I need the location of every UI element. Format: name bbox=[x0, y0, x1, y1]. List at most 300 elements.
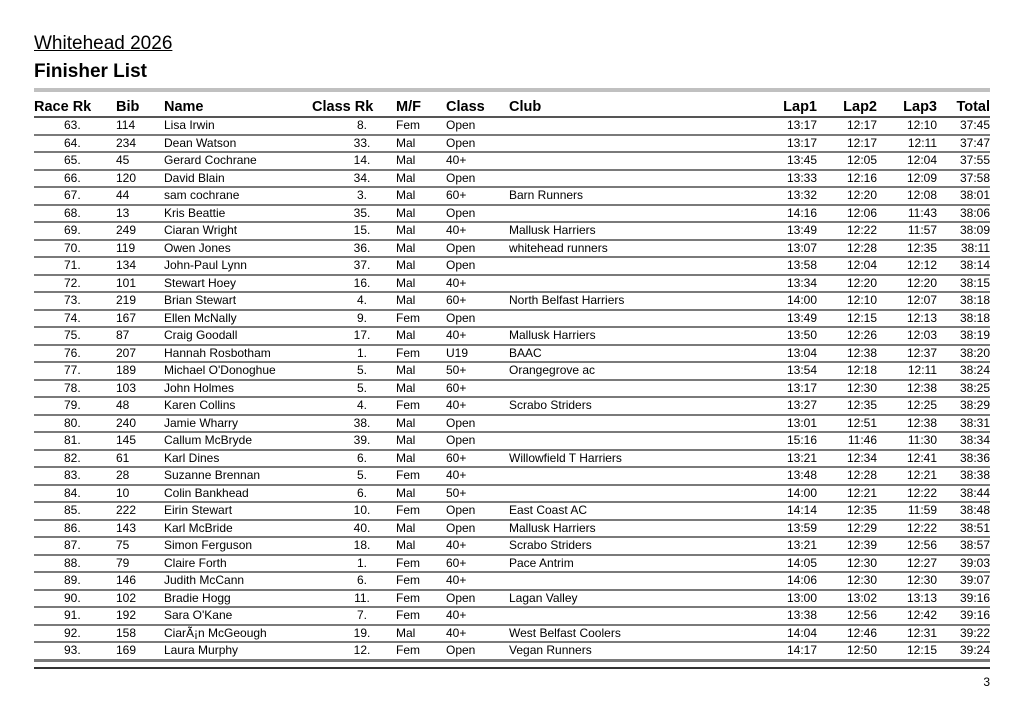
cell-race-rank: 78. bbox=[34, 380, 116, 398]
cell-lap3: 12:31 bbox=[877, 625, 937, 643]
table-row bbox=[34, 502, 990, 520]
cell-class: 60+ bbox=[446, 292, 509, 310]
cell-lap2: 12:28 bbox=[817, 467, 877, 485]
cell-mf: Mal bbox=[396, 240, 446, 258]
cell-race-rank: 68. bbox=[34, 205, 116, 223]
cell-total: 38:34 bbox=[937, 432, 990, 450]
list-title: Finisher List bbox=[34, 61, 147, 82]
cell-race-rank: 92. bbox=[34, 625, 116, 643]
cell-total: 39:16 bbox=[937, 607, 990, 625]
cell-lap2: 12:51 bbox=[817, 415, 877, 433]
table-row bbox=[34, 415, 990, 433]
table-row bbox=[34, 590, 990, 608]
cell-club bbox=[509, 607, 757, 625]
cell-class-rank: 37. bbox=[306, 257, 396, 275]
cell-mf: Mal bbox=[396, 152, 446, 170]
cell-bib: 120 bbox=[116, 170, 164, 188]
cell-lap2: 12:30 bbox=[817, 572, 877, 590]
cell-class-rank: 3. bbox=[306, 187, 396, 205]
cell-lap3: 12:09 bbox=[877, 170, 937, 188]
table-row bbox=[34, 345, 990, 363]
cell-mf: Fem bbox=[396, 502, 446, 520]
cell-club: Barn Runners bbox=[509, 187, 757, 205]
cell-lap2: 12:20 bbox=[817, 187, 877, 205]
cell-lap1: 14:06 bbox=[757, 572, 817, 590]
cell-class: Open bbox=[446, 257, 509, 275]
cell-lap2: 12:22 bbox=[817, 222, 877, 240]
cell-race-rank: 88. bbox=[34, 555, 116, 573]
cell-bib: 75 bbox=[116, 537, 164, 555]
cell-lap2: 13:02 bbox=[817, 590, 877, 608]
cell-class: Open bbox=[446, 117, 509, 135]
cell-race-rank: 75. bbox=[34, 327, 116, 345]
cell-total: 39:24 bbox=[937, 642, 990, 660]
cell-class-rank: 1. bbox=[306, 345, 396, 363]
cell-lap1: 13:50 bbox=[757, 327, 817, 345]
cell-lap1: 13:17 bbox=[757, 380, 817, 398]
cell-lap3: 11:57 bbox=[877, 222, 937, 240]
cell-club: Lagan Valley bbox=[509, 590, 757, 608]
cell-name: Gerard Cochrane bbox=[164, 152, 306, 170]
cell-bib: 87 bbox=[116, 327, 164, 345]
cell-bib: 219 bbox=[116, 292, 164, 310]
cell-lap2: 11:46 bbox=[817, 432, 877, 450]
cell-lap1: 13:45 bbox=[757, 152, 817, 170]
cell-class-rank: 14. bbox=[306, 152, 396, 170]
cell-name: Sara O'Kane bbox=[164, 607, 306, 625]
cell-total: 38:25 bbox=[937, 380, 990, 398]
cell-race-rank: 72. bbox=[34, 275, 116, 293]
cell-lap2: 12:39 bbox=[817, 537, 877, 555]
cell-club: West Belfast Coolers bbox=[509, 625, 757, 643]
cell-lap2: 12:04 bbox=[817, 257, 877, 275]
cell-lap1: 14:17 bbox=[757, 642, 817, 660]
cell-class-rank: 15. bbox=[306, 222, 396, 240]
cell-lap1: 13:33 bbox=[757, 170, 817, 188]
cell-club bbox=[509, 432, 757, 450]
cell-lap1: 14:05 bbox=[757, 555, 817, 573]
cell-total: 38:29 bbox=[937, 397, 990, 415]
cell-class: Open bbox=[446, 205, 509, 223]
cell-mf: Fem bbox=[396, 117, 446, 135]
cell-name: Karl McBride bbox=[164, 520, 306, 538]
cell-club bbox=[509, 415, 757, 433]
cell-lap2: 12:30 bbox=[817, 380, 877, 398]
cell-class-rank: 5. bbox=[306, 380, 396, 398]
cell-class: 40+ bbox=[446, 152, 509, 170]
cell-class: Open bbox=[446, 432, 509, 450]
cell-mf: Mal bbox=[396, 292, 446, 310]
cell-total: 38:44 bbox=[937, 485, 990, 503]
cell-class: Open bbox=[446, 642, 509, 660]
cell-club: whitehead runners bbox=[509, 240, 757, 258]
cell-club: BAAC bbox=[509, 345, 757, 363]
cell-total: 38:06 bbox=[937, 205, 990, 223]
cell-class-rank: 5. bbox=[306, 362, 396, 380]
cell-lap3: 12:08 bbox=[877, 187, 937, 205]
cell-race-rank: 63. bbox=[34, 117, 116, 135]
cell-lap3: 12:22 bbox=[877, 520, 937, 538]
cell-lap3: 12:11 bbox=[877, 362, 937, 380]
cell-lap1: 14:00 bbox=[757, 485, 817, 503]
cell-lap1: 14:16 bbox=[757, 205, 817, 223]
table-row bbox=[34, 275, 990, 293]
cell-name: Karen Collins bbox=[164, 397, 306, 415]
cell-lap2: 12:06 bbox=[817, 205, 877, 223]
cell-class: Open bbox=[446, 240, 509, 258]
table-row bbox=[34, 432, 990, 450]
cell-class-rank: 19. bbox=[306, 625, 396, 643]
cell-total: 37:58 bbox=[937, 170, 990, 188]
cell-lap1: 13:01 bbox=[757, 415, 817, 433]
table-row bbox=[34, 520, 990, 538]
cell-name: Michael O'Donoghue bbox=[164, 362, 306, 380]
cell-class-rank: 38. bbox=[306, 415, 396, 433]
cell-race-rank: 89. bbox=[34, 572, 116, 590]
cell-lap3: 12:56 bbox=[877, 537, 937, 555]
cell-lap2: 12:35 bbox=[817, 502, 877, 520]
cell-lap1: 13:49 bbox=[757, 222, 817, 240]
cell-club bbox=[509, 275, 757, 293]
cell-bib: 192 bbox=[116, 607, 164, 625]
cell-mf: Mal bbox=[396, 380, 446, 398]
table-row bbox=[34, 292, 990, 310]
cell-race-rank: 66. bbox=[34, 170, 116, 188]
cell-total: 38:09 bbox=[937, 222, 990, 240]
cell-class: Open bbox=[446, 502, 509, 520]
cell-lap1: 13:59 bbox=[757, 520, 817, 538]
cell-bib: 102 bbox=[116, 590, 164, 608]
cell-race-rank: 76. bbox=[34, 345, 116, 363]
header-lap2: Lap2 bbox=[817, 95, 877, 117]
cell-total: 38:20 bbox=[937, 345, 990, 363]
table-row bbox=[34, 555, 990, 573]
cell-total: 38:48 bbox=[937, 502, 990, 520]
cell-race-rank: 74. bbox=[34, 310, 116, 328]
cell-bib: 207 bbox=[116, 345, 164, 363]
cell-bib: 143 bbox=[116, 520, 164, 538]
cell-bib: 10 bbox=[116, 485, 164, 503]
cell-club: Mallusk Harriers bbox=[509, 222, 757, 240]
cell-total: 38:51 bbox=[937, 520, 990, 538]
cell-class-rank: 7. bbox=[306, 607, 396, 625]
cell-class: 50+ bbox=[446, 485, 509, 503]
cell-lap1: 13:21 bbox=[757, 450, 817, 468]
cell-bib: 28 bbox=[116, 467, 164, 485]
cell-total: 37:47 bbox=[937, 135, 990, 153]
cell-club bbox=[509, 310, 757, 328]
cell-club bbox=[509, 117, 757, 135]
cell-name: David Blain bbox=[164, 170, 306, 188]
cell-class-rank: 17. bbox=[306, 327, 396, 345]
cell-mf: Fem bbox=[396, 642, 446, 660]
cell-race-rank: 64. bbox=[34, 135, 116, 153]
cell-bib: 45 bbox=[116, 152, 164, 170]
cell-lap1: 14:04 bbox=[757, 625, 817, 643]
cell-race-rank: 70. bbox=[34, 240, 116, 258]
cell-race-rank: 84. bbox=[34, 485, 116, 503]
cell-bib: 119 bbox=[116, 240, 164, 258]
cell-mf: Mal bbox=[396, 415, 446, 433]
cell-lap3: 12:38 bbox=[877, 380, 937, 398]
cell-name: Stewart Hoey bbox=[164, 275, 306, 293]
page-number: 3 bbox=[983, 675, 990, 689]
table-row bbox=[34, 117, 990, 135]
cell-class-rank: 39. bbox=[306, 432, 396, 450]
cell-mf: Mal bbox=[396, 205, 446, 223]
cell-lap1: 15:16 bbox=[757, 432, 817, 450]
cell-bib: 101 bbox=[116, 275, 164, 293]
cell-name: Claire Forth bbox=[164, 555, 306, 573]
cell-total: 37:55 bbox=[937, 152, 990, 170]
header-name: Name bbox=[164, 95, 306, 117]
cell-total: 39:16 bbox=[937, 590, 990, 608]
cell-mf: Mal bbox=[396, 275, 446, 293]
cell-name: sam cochrane bbox=[164, 187, 306, 205]
cell-lap3: 11:43 bbox=[877, 205, 937, 223]
cell-name: Judith McCann bbox=[164, 572, 306, 590]
cell-lap3: 12:41 bbox=[877, 450, 937, 468]
cell-lap2: 12:16 bbox=[817, 170, 877, 188]
cell-bib: 169 bbox=[116, 642, 164, 660]
cell-race-rank: 86. bbox=[34, 520, 116, 538]
cell-lap3: 12:13 bbox=[877, 310, 937, 328]
cell-lap1: 13:04 bbox=[757, 345, 817, 363]
cell-mf: Mal bbox=[396, 135, 446, 153]
cell-mf: Mal bbox=[396, 450, 446, 468]
cell-class: Open bbox=[446, 415, 509, 433]
cell-lap3: 13:13 bbox=[877, 590, 937, 608]
cell-class-rank: 12. bbox=[306, 642, 396, 660]
cell-class-rank: 5. bbox=[306, 467, 396, 485]
cell-bib: 234 bbox=[116, 135, 164, 153]
cell-class-rank: 4. bbox=[306, 397, 396, 415]
cell-total: 38:24 bbox=[937, 362, 990, 380]
cell-name: Dean Watson bbox=[164, 135, 306, 153]
cell-lap1: 13:54 bbox=[757, 362, 817, 380]
cell-club bbox=[509, 485, 757, 503]
cell-class-rank: 11. bbox=[306, 590, 396, 608]
header-lap3: Lap3 bbox=[877, 95, 937, 117]
cell-class-rank: 6. bbox=[306, 450, 396, 468]
cell-name: Bradie Hogg bbox=[164, 590, 306, 608]
cell-total: 39:03 bbox=[937, 555, 990, 573]
cell-mf: Mal bbox=[396, 485, 446, 503]
table-row bbox=[34, 362, 990, 380]
cell-race-rank: 82. bbox=[34, 450, 116, 468]
cell-lap3: 12:42 bbox=[877, 607, 937, 625]
cell-mf: Fem bbox=[396, 397, 446, 415]
cell-bib: 146 bbox=[116, 572, 164, 590]
cell-bib: 145 bbox=[116, 432, 164, 450]
cell-bib: 103 bbox=[116, 380, 164, 398]
cell-name: Laura Murphy bbox=[164, 642, 306, 660]
cell-race-rank: 80. bbox=[34, 415, 116, 433]
cell-mf: Fem bbox=[396, 555, 446, 573]
cell-mf: Fem bbox=[396, 310, 446, 328]
cell-bib: 240 bbox=[116, 415, 164, 433]
cell-bib: 44 bbox=[116, 187, 164, 205]
cell-race-rank: 67. bbox=[34, 187, 116, 205]
cell-name: CiarÃ¡n McGeough bbox=[164, 625, 306, 643]
cell-bib: 114 bbox=[116, 117, 164, 135]
cell-club: Mallusk Harriers bbox=[509, 327, 757, 345]
header-bib: Bib bbox=[116, 95, 164, 117]
cell-mf: Fem bbox=[396, 345, 446, 363]
cell-race-rank: 87. bbox=[34, 537, 116, 555]
cell-lap2: 12:30 bbox=[817, 555, 877, 573]
header-divider bbox=[34, 88, 990, 92]
cell-lap1: 13:34 bbox=[757, 275, 817, 293]
cell-name: Owen Jones bbox=[164, 240, 306, 258]
cell-total: 38:57 bbox=[937, 537, 990, 555]
cell-race-rank: 81. bbox=[34, 432, 116, 450]
cell-lap2: 12:50 bbox=[817, 642, 877, 660]
cell-class-rank: 1. bbox=[306, 555, 396, 573]
cell-total: 38:14 bbox=[937, 257, 990, 275]
cell-class: U19 bbox=[446, 345, 509, 363]
header-lap1: Lap1 bbox=[757, 95, 817, 117]
table-row bbox=[34, 187, 990, 205]
cell-class: Open bbox=[446, 590, 509, 608]
cell-class: 60+ bbox=[446, 187, 509, 205]
cell-race-rank: 69. bbox=[34, 222, 116, 240]
cell-lap1: 14:14 bbox=[757, 502, 817, 520]
cell-total: 38:18 bbox=[937, 310, 990, 328]
table-row bbox=[34, 537, 990, 555]
cell-bib: 189 bbox=[116, 362, 164, 380]
cell-name: Callum McBryde bbox=[164, 432, 306, 450]
cell-name: Colin Bankhead bbox=[164, 485, 306, 503]
cell-race-rank: 77. bbox=[34, 362, 116, 380]
header-club: Club bbox=[509, 95, 757, 117]
cell-name: Brian Stewart bbox=[164, 292, 306, 310]
cell-bib: 79 bbox=[116, 555, 164, 573]
cell-class: 40+ bbox=[446, 607, 509, 625]
cell-name: Simon Ferguson bbox=[164, 537, 306, 555]
cell-lap3: 11:59 bbox=[877, 502, 937, 520]
cell-lap3: 12:12 bbox=[877, 257, 937, 275]
cell-name: Craig Goodall bbox=[164, 327, 306, 345]
cell-club: East Coast AC bbox=[509, 502, 757, 520]
cell-class-rank: 33. bbox=[306, 135, 396, 153]
cell-total: 37:45 bbox=[937, 117, 990, 135]
cell-class: 40+ bbox=[446, 537, 509, 555]
cell-mf: Mal bbox=[396, 187, 446, 205]
cell-class-rank: 8. bbox=[306, 117, 396, 135]
cell-mf: Mal bbox=[396, 327, 446, 345]
cell-class: 40+ bbox=[446, 572, 509, 590]
cell-class-rank: 36. bbox=[306, 240, 396, 258]
cell-class-rank: 10. bbox=[306, 502, 396, 520]
cell-class-rank: 34. bbox=[306, 170, 396, 188]
cell-lap2: 12:38 bbox=[817, 345, 877, 363]
cell-club bbox=[509, 380, 757, 398]
cell-class-rank: 9. bbox=[306, 310, 396, 328]
cell-lap3: 12:35 bbox=[877, 240, 937, 258]
cell-lap3: 12:03 bbox=[877, 327, 937, 345]
cell-total: 38:38 bbox=[937, 467, 990, 485]
cell-mf: Fem bbox=[396, 607, 446, 625]
cell-bib: 13 bbox=[116, 205, 164, 223]
cell-class: 60+ bbox=[446, 380, 509, 398]
cell-class: Open bbox=[446, 520, 509, 538]
cell-total: 38:19 bbox=[937, 327, 990, 345]
cell-race-rank: 79. bbox=[34, 397, 116, 415]
cell-class-rank: 6. bbox=[306, 485, 396, 503]
cell-mf: Fem bbox=[396, 572, 446, 590]
cell-lap3: 12:15 bbox=[877, 642, 937, 660]
cell-mf: Mal bbox=[396, 625, 446, 643]
cell-total: 38:15 bbox=[937, 275, 990, 293]
cell-race-rank: 71. bbox=[34, 257, 116, 275]
cell-race-rank: 85. bbox=[34, 502, 116, 520]
cell-lap1: 13:00 bbox=[757, 590, 817, 608]
cell-class-rank: 40. bbox=[306, 520, 396, 538]
cell-mf: Mal bbox=[396, 537, 446, 555]
cell-class: 40+ bbox=[446, 467, 509, 485]
cell-club bbox=[509, 205, 757, 223]
cell-club bbox=[509, 467, 757, 485]
cell-mf: Mal bbox=[396, 432, 446, 450]
table-row bbox=[34, 257, 990, 275]
cell-lap3: 12:27 bbox=[877, 555, 937, 573]
cell-name: Jamie Wharry bbox=[164, 415, 306, 433]
cell-total: 38:11 bbox=[937, 240, 990, 258]
event-title: Whitehead 2026 bbox=[34, 33, 173, 54]
cell-lap2: 12:20 bbox=[817, 275, 877, 293]
cell-lap2: 12:21 bbox=[817, 485, 877, 503]
cell-lap2: 12:10 bbox=[817, 292, 877, 310]
header-mf: M/F bbox=[396, 95, 446, 117]
cell-class: 40+ bbox=[446, 625, 509, 643]
cell-name: John Holmes bbox=[164, 380, 306, 398]
cell-club: Scrabo Striders bbox=[509, 537, 757, 555]
cell-lap3: 12:04 bbox=[877, 152, 937, 170]
cell-lap3: 11:30 bbox=[877, 432, 937, 450]
cell-lap2: 12:56 bbox=[817, 607, 877, 625]
cell-club: North Belfast Harriers bbox=[509, 292, 757, 310]
cell-lap2: 12:28 bbox=[817, 240, 877, 258]
cell-lap3: 12:25 bbox=[877, 397, 937, 415]
table-row bbox=[34, 327, 990, 345]
table-row bbox=[34, 607, 990, 625]
cell-lap3: 12:11 bbox=[877, 135, 937, 153]
cell-lap2: 12:17 bbox=[817, 135, 877, 153]
cell-lap3: 12:07 bbox=[877, 292, 937, 310]
cell-club: Willowfield T Harriers bbox=[509, 450, 757, 468]
cell-club bbox=[509, 257, 757, 275]
cell-mf: Mal bbox=[396, 257, 446, 275]
cell-class-rank: 6. bbox=[306, 572, 396, 590]
cell-mf: Fem bbox=[396, 467, 446, 485]
table-row bbox=[34, 310, 990, 328]
header-total: Total bbox=[937, 95, 990, 117]
cell-race-rank: 90. bbox=[34, 590, 116, 608]
table-row bbox=[34, 152, 990, 170]
cell-lap2: 12:34 bbox=[817, 450, 877, 468]
cell-name: Hannah Rosbotham bbox=[164, 345, 306, 363]
cell-mf: Mal bbox=[396, 362, 446, 380]
table-row bbox=[34, 222, 990, 240]
header-race-rank: Race Rk bbox=[34, 95, 116, 117]
table-row bbox=[34, 135, 990, 153]
header-class-rank: Class Rk bbox=[306, 95, 396, 117]
cell-lap3: 12:20 bbox=[877, 275, 937, 293]
cell-race-rank: 83. bbox=[34, 467, 116, 485]
cell-club: Mallusk Harriers bbox=[509, 520, 757, 538]
cell-bib: 61 bbox=[116, 450, 164, 468]
